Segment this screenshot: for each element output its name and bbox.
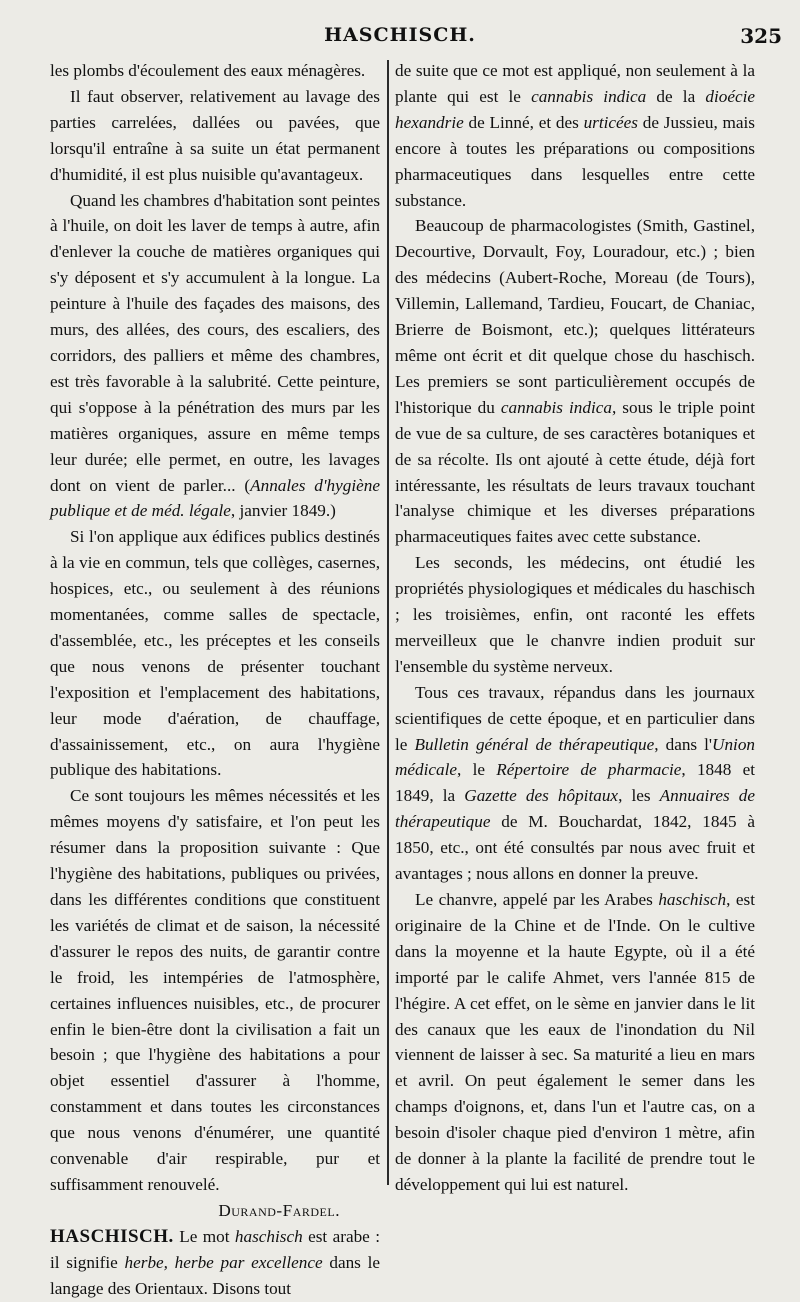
paragraph: Le chanvre, appelé par les Arabes haschisch, est originaire de la Chine et de l'Inde. On le cultive dans la moyenne et la haute Egypte, où il a été importé par le calife Ahmet, vers l'année 815 de l'hégire. A cet effet, on le sème en janvier dans le lit des canaux que les eaux de l'inondation du Nil viennent de laisser à sec. Sa maturité a lieu en mars et avril. On peut également le semer dans les champs d'oignons, et, dans l'un et l'autre cas, on a besoin d'isoler chaque pied d'environ 1 mètre, afin de donner à la plante la facilité de prendre tout le développement qui lui est naturel. <box>395 890 755 1194</box>
paragraph: Si l'on applique aux édifices publics destinés à la vie en commun, tels que collèges, casernes, hospices, etc., ou seulement à des réunions momentanées, comme salles de spectacle, d'assemblée, etc., les préceptes et les conseils que nous venons de présenter touchant l'exposition et l'emplacement des habitations, leur mode d'aération, de chauffage, d'assainissement, etc., on aura l'hygiène publique des habitations. <box>50 527 380 780</box>
paragraph: Les seconds, les médecins, ont étudié les propriétés physiologiques et médicales du haschisch ; les troisièmes, enfin, ont raconté les effets merveilleux que le chanvre indien produit sur l'ensemble du système nerveux. <box>395 553 755 676</box>
page-header <box>0 18 800 54</box>
entry-paragraph: HASCHISCH. Le mot haschisch est arabe : il signifie herbe, herbe par excellence dans le langage des Orientaux. Disons tout <box>50 1225 380 1298</box>
page-number: 325 <box>740 24 782 48</box>
paragraph: Il faut observer, relativement au lavage des parties carrelées, dallées ou pavées, que lorsqu'il entraîne à sa suite un état permanent d'humidité, il est plus nuisible qu'avantageux. <box>50 86 380 184</box>
left-column <box>50 58 380 1302</box>
column-divider <box>387 60 389 1185</box>
entry-heading: HASCHISCH. <box>50 1225 174 1247</box>
running-head: HASCHISCH. <box>324 24 476 46</box>
paragraph: Beaucoup de pharmacologistes (Smith, Gastinel, Decourtive, Dorvault, Foy, Louradour, etc.) ; bien des médecins (Aubert-Roche, Moreau (de Tours), Villemin, Lallemand, Tardieu, Foucart, de Chaniac, Brierre de Boismont, etc.); quelques littérateurs même ont écrit et dit quelque chose du haschisch. Les premiers se sont particulièrement occupés de l'historique du cannabis indica, sous le triple point de vue de sa culture, de ses caractères botaniques et de sa récolte. Ils ont ajouté à cette étude, déjà fort intéressante, les résultats de leurs travaux touchant l'analyse chimique et les diverses préparations pharmaceutiques faites avec cette substance. <box>395 216 755 547</box>
author-signature: Durand-Fardel. <box>218 1200 340 1220</box>
paragraph: les plombs d'écoulement des eaux ménagères. <box>50 61 366 80</box>
paragraph: de suite que ce mot est appliqué, non seulement à la plante qui est le cannabis indica de la dioécie hexandrie de Linné, et des urticées de Jussieu, mais encore à toutes les préparations ou compositions pharmaceutiques dans lesquelles entre cette substance. <box>395 61 755 210</box>
paragraph: Tous ces travaux, répandus dans les journaux scientifiques de cette époque, et en particulier dans le Bulletin général de thérapeutique, dans l'Union médicale, le Répertoire de pharmacie, 1848 et 1849, la Gazette des hôpitaux, les Annuaires de thérapeutique de M. Bouchardat, 1842, 1845 à 1850, etc., ont été consultés par nous avec fruit et avantages ; nous allons en donner la preuve. <box>395 682 756 884</box>
paragraph: Ce sont toujours les mêmes nécessités et les mêmes moyens d'y satisfaire, et l'on peut les résumer dans la proposition suivante : Que l'hygiène des habitations, publiques ou privées, dans les différentes conditions que constituent les variétés de climat et de saison, la nécessité d'assurer le repos des nuits, de garantir contre le froid, les intempéries de l'atmosphère, certaines influences nuisibles, etc., de procurer enfin le bien-être dont la civilisation a fait un besoin ; que l'hygiène des habitations a pour objet essentiel d'assurer à l'homme, constamment et dans toutes les circonstances que nous venons d'énumérer, une quantité convenable d'air respirable, pur et suffisamment renouvelé. <box>50 786 380 1194</box>
right-column <box>395 58 755 1198</box>
paragraph: Quand les chambres d'habitation sont peintes à l'huile, on doit les laver de temps à autre, afin d'enlever la couche de matières organiques qui s'y déposent et s'y accumulent à la longue. La peinture à l'huile des façades des maisons, des murs, des allées, des cours, des escaliers, des corridors, des palliers et même des chambres, est très favorable à la salubrité. Cette peinture, qui s'oppose à la pénétration des murs par les matières organiques, assure en même temps leur durée; elle permet, en outre, les lavages dont on vient de parler... (Annales d'hygiène publique et de méd. légale, janvier 1849.) <box>50 190 381 521</box>
